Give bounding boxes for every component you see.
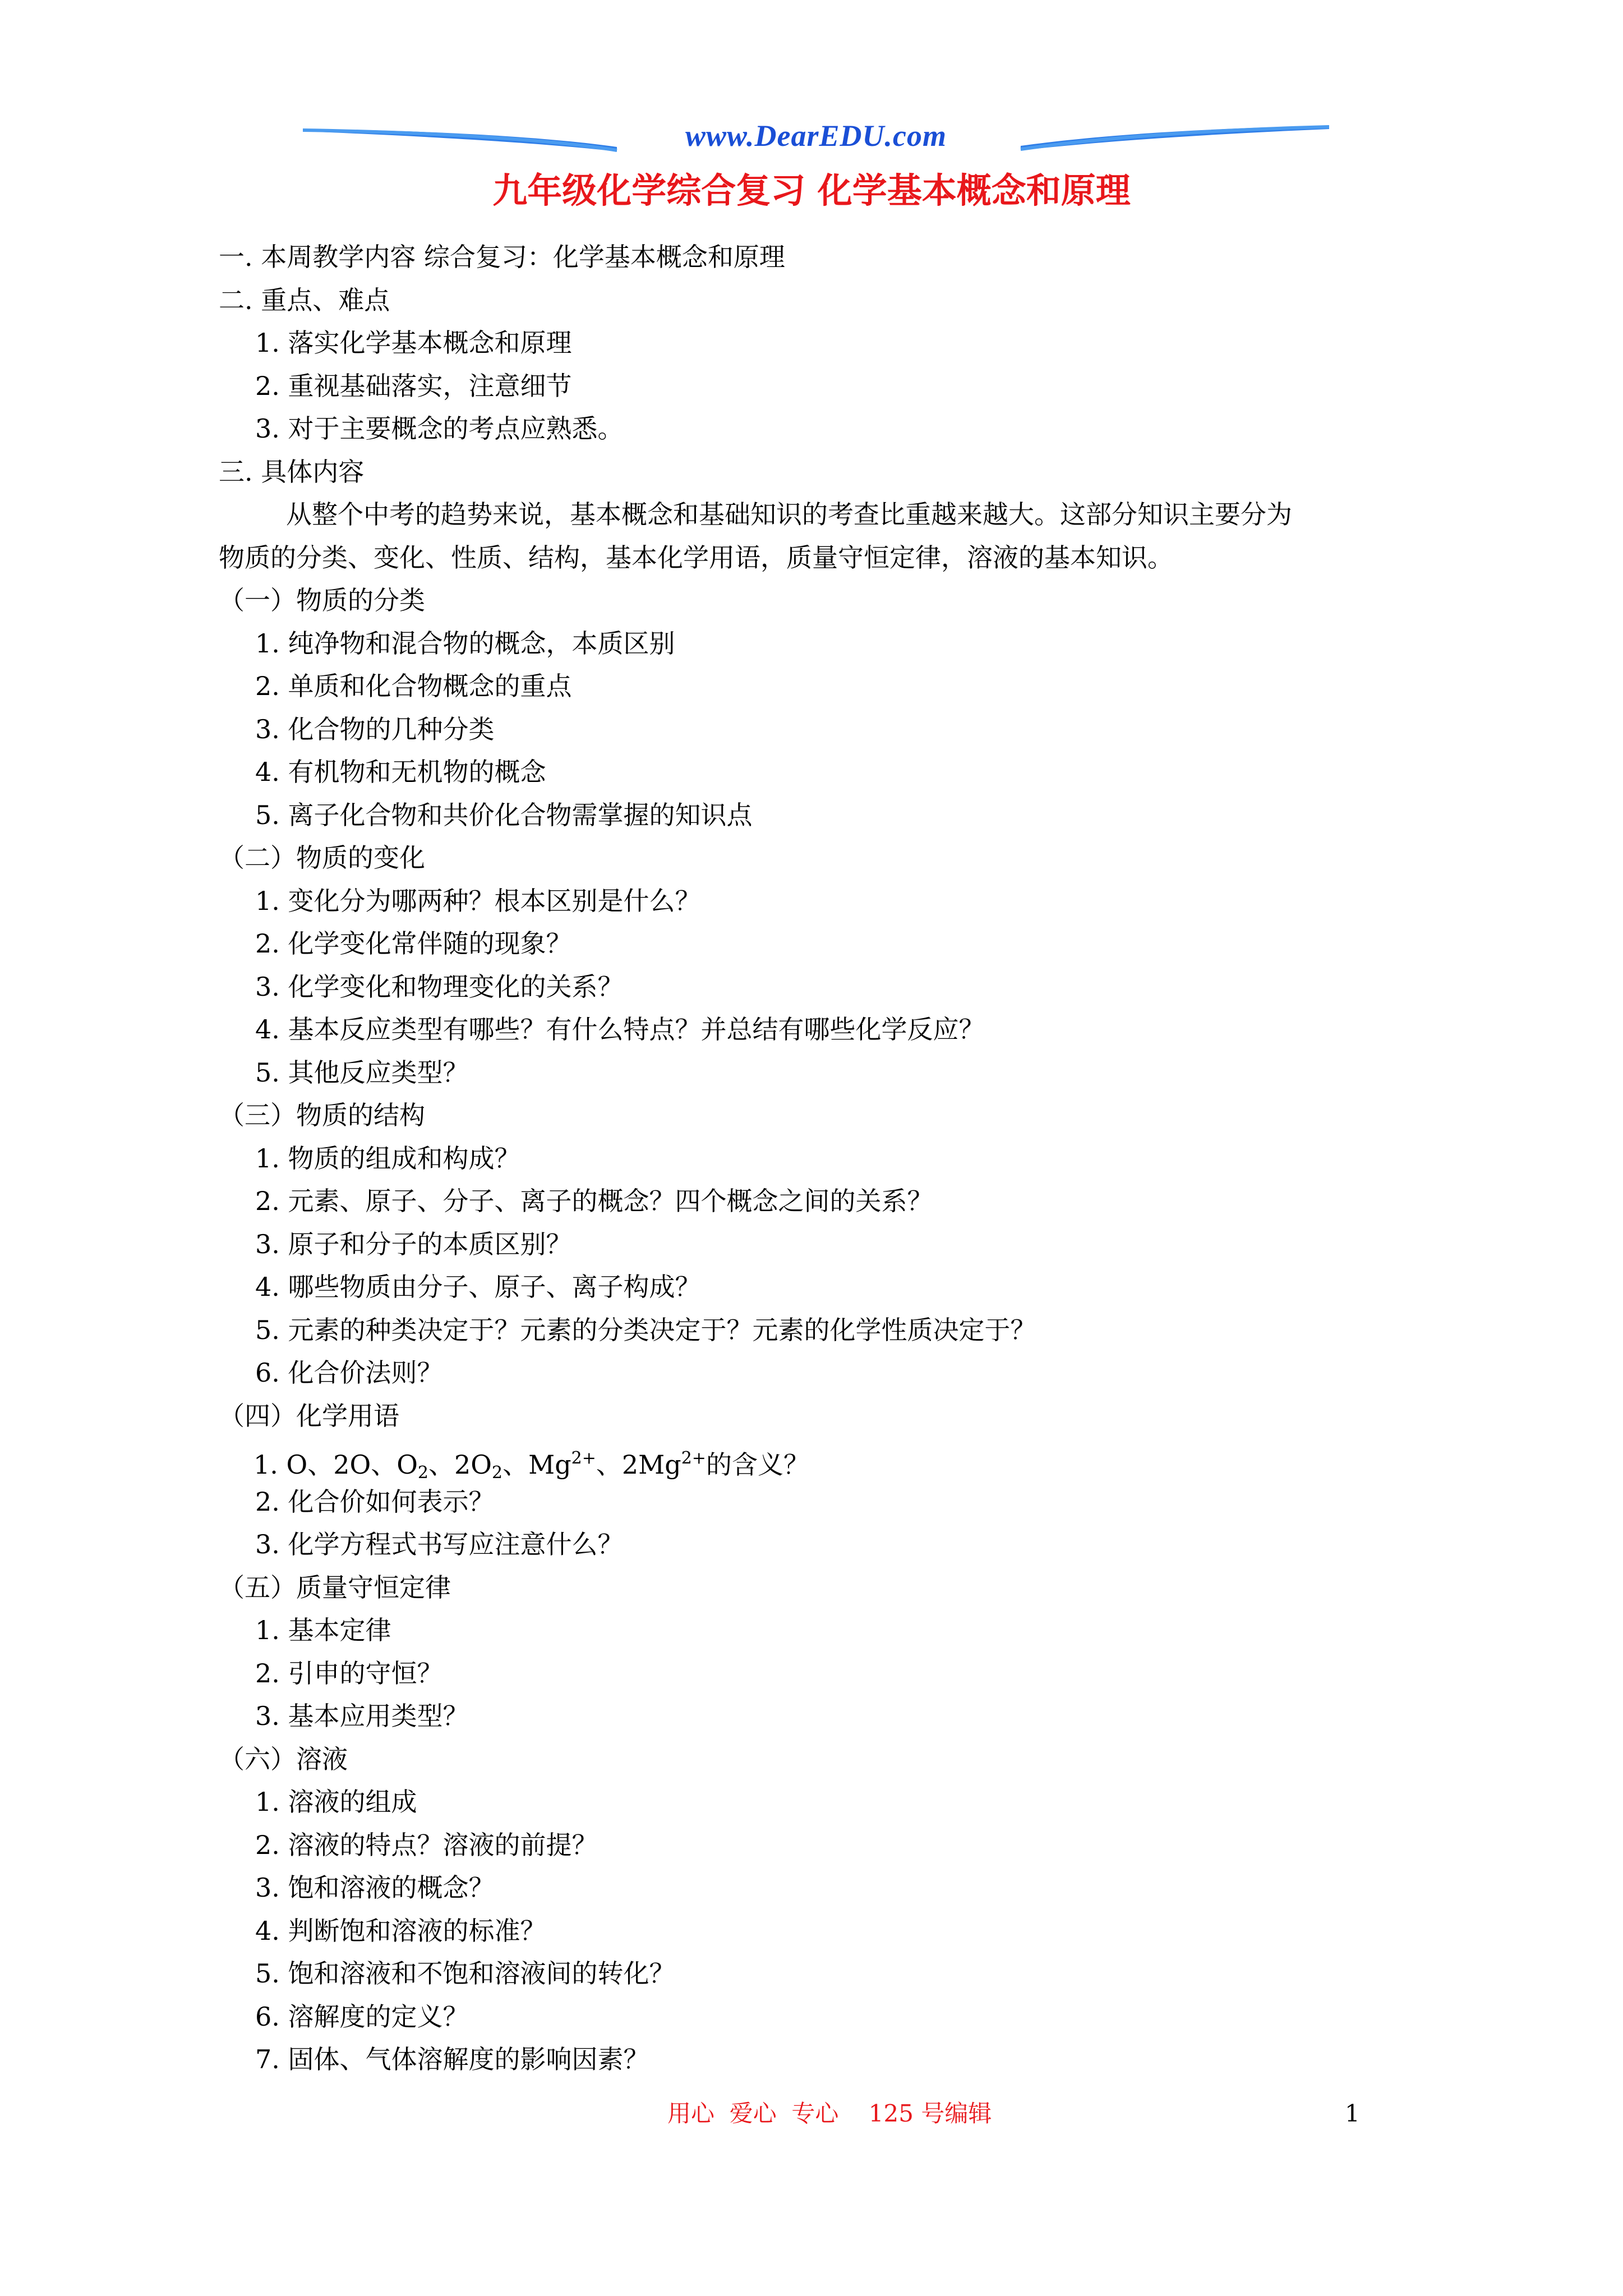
list-item: 7. 固体、气体溶解度的影响因素？ — [255, 2044, 649, 2074]
list-item: 1. 物质的组成和构成？ — [255, 1143, 520, 1174]
banner-site-name: www.DearEDU.com — [685, 119, 947, 153]
list-item: 6. 溶解度的定义？ — [255, 2001, 469, 2032]
list-item: 4. 哪些物质由分子、原子、离子构成？ — [255, 1272, 701, 1302]
list-item: 4. 判断饱和溶液的标准？ — [255, 1915, 546, 1946]
section-heading: （二）物质的变化 — [219, 843, 425, 873]
section-heading: 一. 本周教学内容 综合复习：化学基本概念和原理 — [219, 242, 785, 272]
list-item: 3. 化学方程式书写应注意什么？ — [255, 1529, 624, 1559]
list-item: 4. 有机物和无机物的概念 — [255, 757, 546, 787]
footer-editor-note: 用心 爱心 专心 125 号编辑 — [667, 2100, 992, 2127]
list-item: 1. 溶液的组成 — [255, 1787, 417, 1817]
list-item: 2. 溶液的特点？溶液的前提？ — [255, 1829, 598, 1860]
list-item: 5. 离子化合物和共价化合物需掌握的知识点 — [255, 799, 753, 830]
section-heading: 二. 重点、难点 — [219, 284, 390, 315]
text-run: 、Mg — [502, 1450, 571, 1480]
page-title: 九年级化学综合复习 化学基本概念和原理 — [492, 170, 1131, 211]
text-run: 1. O、2O、O — [253, 1450, 418, 1480]
document-body — [219, 236, 1430, 2081]
list-item: 1. 变化分为哪两种？根本区别是什么？ — [255, 885, 701, 916]
list-item: 6. 化合价法则？ — [255, 1358, 443, 1388]
list-item: 5. 元素的种类决定于？元素的分类决定于？元素的化学性质决定于？ — [255, 1314, 1036, 1345]
list-item: 3. 化合物的几种分类 — [255, 714, 495, 744]
list-item — [219, 1437, 1430, 1483]
list-item: 2. 引申的守恒？ — [255, 1658, 443, 1688]
list-item: 2. 元素、原子、分子、离子的概念？四个概念之间的关系？ — [255, 1186, 933, 1216]
list-item: 3. 化学变化和物理变化的关系？ — [255, 971, 624, 1002]
page-number: 1 — [1345, 2100, 1360, 2127]
list-item: 1. 落实化学基本概念和原理 — [255, 328, 572, 358]
list-item: 2. 化学变化常伴随的现象？ — [255, 928, 572, 959]
list-item: 3. 原子和分子的本质区别？ — [255, 1228, 572, 1259]
section-heading: （五）质量守恒定律 — [219, 1572, 451, 1603]
text-run: 、2O — [428, 1450, 492, 1480]
subscript: 2 — [492, 1463, 503, 1483]
list-item: 4. 基本反应类型有哪些？有什么特点？并总结有哪些化学反应？ — [255, 1014, 985, 1045]
text-run: 、2Mg — [596, 1450, 681, 1480]
superscript: 2+ — [571, 1448, 596, 1468]
list-item: 5. 饱和溶液和不饱和溶液间的转化？ — [255, 1958, 675, 1989]
list-item: 5. 其他反应类型？ — [255, 1057, 469, 1088]
superscript: 2+ — [681, 1448, 706, 1468]
list-item: 2. 化合价如何表示？ — [255, 1486, 495, 1517]
list-item: 3. 基本应用类型？ — [255, 1701, 469, 1731]
paragraph-line: 从整个中考的趋势来说，基本概念和基础知识的考查比重越来越大。这部分知识主要分为 — [286, 499, 1292, 530]
list-item: 3. 饱和溶液的概念？ — [255, 1872, 495, 1903]
section-heading: （三）物质的结构 — [219, 1100, 425, 1130]
section-heading: （一）物质的分类 — [219, 585, 425, 615]
text-run: 的含义？ — [706, 1450, 809, 1480]
subscript: 2 — [417, 1463, 429, 1483]
section-heading: （四）化学用语 — [219, 1400, 399, 1431]
site-banner — [303, 119, 1329, 169]
list-item: 1. 纯净物和混合物的概念，本质区别 — [255, 628, 675, 659]
section-heading: 三. 具体内容 — [219, 456, 365, 487]
list-item: 3. 对于主要概念的考点应熟悉。 — [255, 413, 624, 444]
section-heading: （六）溶液 — [219, 1743, 348, 1774]
list-item: 1. 基本定律 — [255, 1615, 391, 1645]
list-item: 2. 重视基础落实，注意细节 — [255, 370, 572, 401]
list-item: 2. 单质和化合物概念的重点 — [255, 671, 572, 701]
paragraph-line: 物质的分类、变化、性质、结构，基本化学用语，质量守恒定律，溶液的基本知识。 — [219, 542, 1173, 573]
